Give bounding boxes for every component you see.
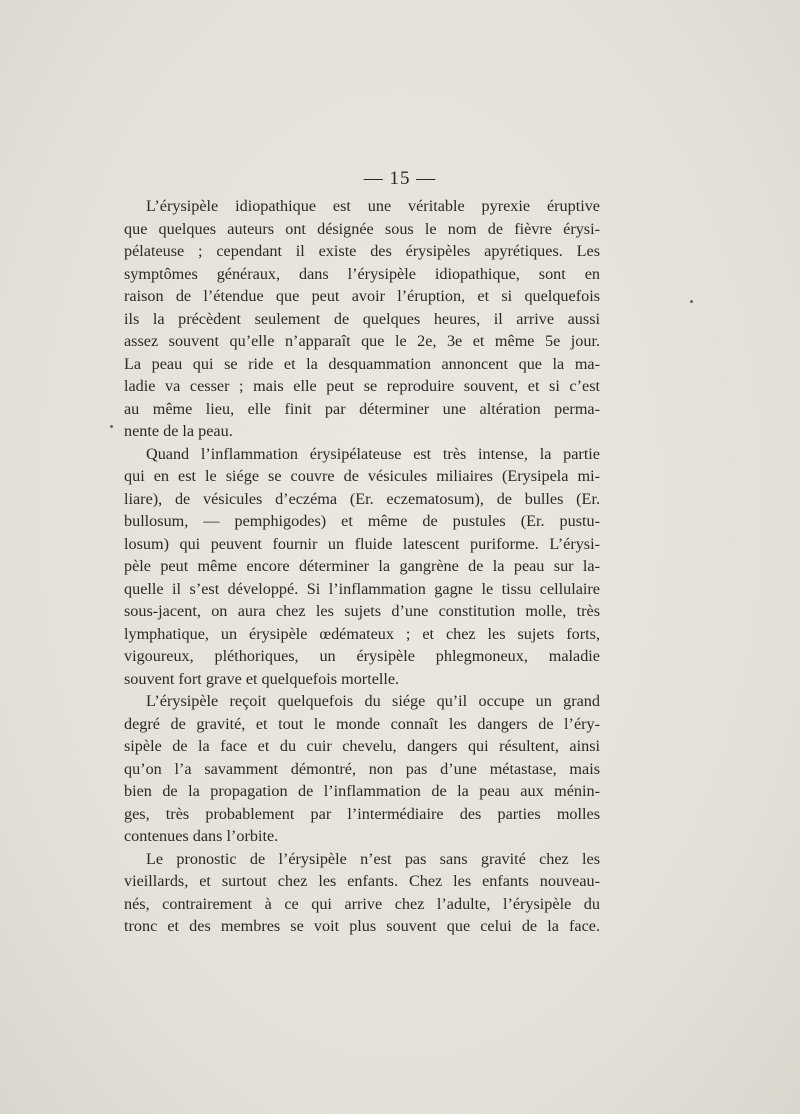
text-line: L’érysipèle reçoit quelquefois du siége qu’il occupe un grand (146, 692, 600, 710)
text-line: Le pronostic de l’érysipèle n’est pas sans gravité chez les (146, 849, 600, 868)
paper-speck (690, 300, 693, 303)
text-line: vigoureux, pléthoriques, un érysipèle phlegmoneux, maladie (124, 647, 600, 665)
text-line: nente de la peau. (124, 422, 233, 440)
text-line: nés, contrairement à ce qui arrive chez l’adulte, l’érysipèle du (124, 894, 600, 913)
text-line: raison de l’étendue que peut avoir l’éruption, et si quelquefois (124, 287, 600, 305)
text-line: pélateuse ; cependant il existe des érysipèles apyrétiques. Les (124, 242, 600, 260)
text-line: L’érysipèle idiopathique est une véritable pyrexie éruptive (146, 197, 600, 215)
text-line: La peau qui se ride et la desquammation annoncent que la ma- (124, 354, 600, 373)
page-number: — 15 — (363, 168, 437, 189)
text-line: qu’on l’a savamment démontré, non pas d’une métastase, mais (124, 759, 600, 778)
text-line: ils la précèdent seulement de quelques heures, il arrive aussi (124, 309, 600, 328)
text-line: degré de gravité, et tout le monde connaît les dangers de l’éry- (124, 714, 600, 733)
text-line: souvent fort grave et quelquefois mortelle. (124, 669, 400, 688)
text-line: symptômes généraux, dans l’érysipèle idiopathique, sont en (124, 264, 600, 283)
text-line: liare), de vésicules d’eczéma (Er. eczematosum), de bulles (Er. (124, 489, 600, 508)
paper-speck (110, 425, 113, 428)
body-text (124, 195, 600, 938)
text-line: contenues dans l’orbite. (124, 827, 279, 845)
text-line: sipèle de la face et du cuir chevelu, dangers qui résultent, ainsi (124, 737, 600, 755)
text-line: losum) qui peuvent fournir un fluide latescent puriforme. L’érysi- (124, 534, 600, 553)
text-line: ladie va cesser ; mais elle peut se reproduire souvent, et si c’est (124, 377, 600, 395)
text-line: assez souvent qu’elle n’apparaît que le 2e, 3e et même 5e jour. (124, 332, 600, 350)
text-line: sous-jacent, on aura chez les sujets d’une constitution molle, très (124, 602, 600, 620)
text-line: quelle il s’est développé. Si l’inflammation gagne le tissu cellulaire (124, 579, 600, 598)
text-line: vieillards, et surtout chez les enfants. Chez les enfants nouveau- (124, 872, 600, 890)
text-line: bullosum, — pemphigodes) et même de pustules (Er. pustu- (124, 512, 600, 530)
text-line: que quelques auteurs ont désignée sous le nom de fièvre érysi- (124, 219, 600, 238)
text-line: tronc et des membres se voit plus souvent que celui de la face. (124, 917, 600, 935)
text-line: Quand l’inflammation érysipélateuse est très intense, la partie (146, 444, 600, 463)
text-line: au même lieu, elle finit par déterminer une altération perma- (124, 399, 600, 418)
text-line: pèle peut même encore déterminer la gangrène de la peau sur la- (124, 557, 600, 575)
text-line: qui en est le siége se couvre de vésicules miliaires (Erysipela mi- (124, 467, 600, 485)
text-line: bien de la propagation de l’inflammation de la peau aux ménin- (124, 782, 600, 800)
text-line: lymphatique, un érysipèle œdémateux ; et chez les sujets forts, (124, 624, 600, 643)
text-line: ges, très probablement par l’intermédiaire des parties molles (124, 804, 600, 823)
